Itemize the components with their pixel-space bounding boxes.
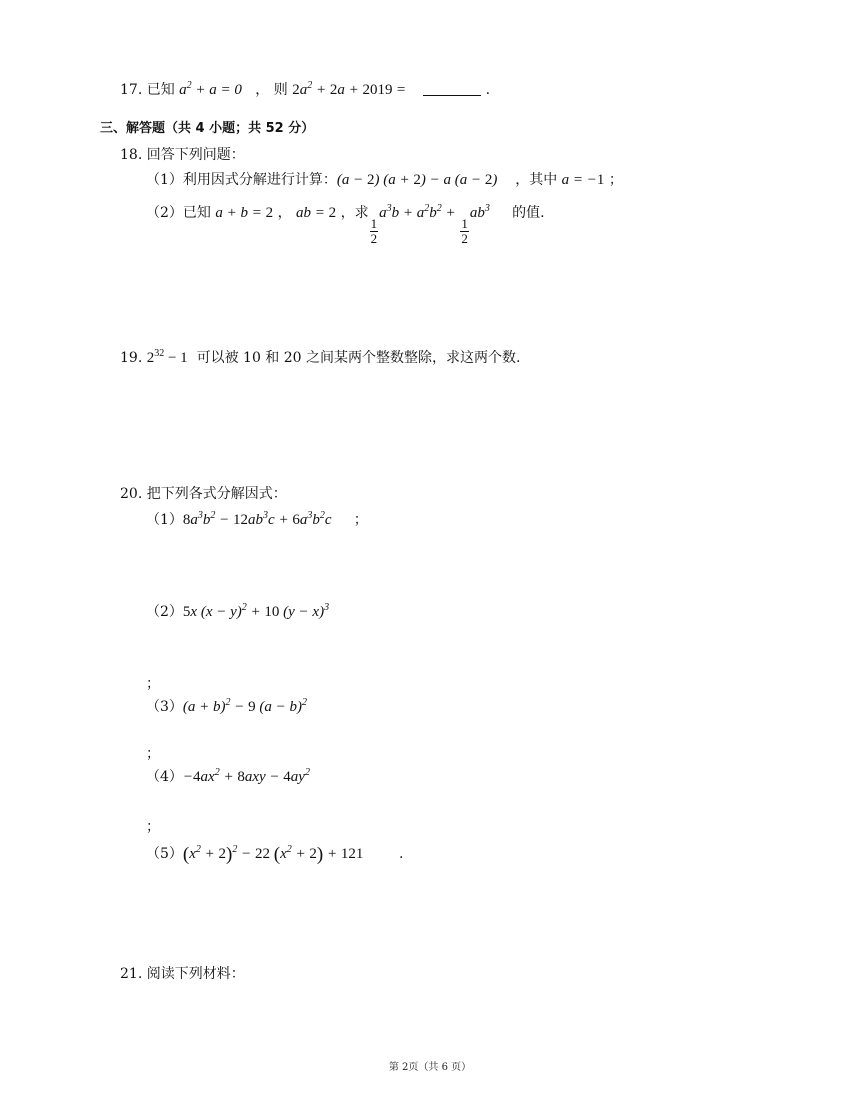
q20-expression-1: $8a^3b^2 - 12ab^3c + 6a^3b^2c$ [182, 510, 332, 528]
q20-expression-5: $(x^2 + 2)^2 - 22$ $(x^2 + 2) + 121$ [182, 844, 364, 865]
question-18-part-2: （2）已知 a + b = 2 ， ab = 2 ，求 $\frac{1}{2}$ $a^3b + a^2b^2$ + $\frac{1}{2}$ $ab^3$ 的值. [146, 203, 545, 246]
section-heading: 三、解答题（共 4 小题；共 52 分） [100, 121, 315, 136]
q20-expression-2: 5x $(x - y)^2 + 10$ $(y - x)^3$ [182, 602, 330, 620]
question-20-part-3: $(3)(a + b)^2 - 9$ $(a - b)^2$ [146, 697, 308, 715]
q20-semicolon: ； [146, 746, 160, 762]
fraction-half: $\frac{1}{2}$ [461, 216, 468, 246]
q18-expression-1: (a − 2) (a + 2) − a (a − 2) [336, 172, 498, 188]
question-20-part-1: $(1)8a^3b^2 - 12ab^3c + 6a^3b^2c$ ； [146, 510, 368, 528]
question-20-part-2: （2）5x $(x - y)^2 + 10$ $(y - x)^3$ [146, 602, 330, 620]
answer-blank [423, 83, 481, 96]
question-19: 19. $2^{32} - 1$ 可以被 10 和 20 之间某两个整数整除，求这两个数. [120, 348, 521, 366]
question-17: 17. 已知 $a^2 + a = 0$ ， 则 $2a^2 + 2a + 2019$ = . [120, 80, 491, 98]
page-footer: 第 2页（共 6 页） [388, 1062, 472, 1073]
question-21-title: 21. 阅读下列材料： [120, 966, 245, 982]
q20-semicolon: ； [146, 676, 160, 692]
question-20-title: 20. 把下列各式分解因式： [120, 486, 287, 502]
question-18-part-1: （1）利用因式分解进行计算：(a − 2) (a + 2) − a (a − 2) ，其中 a = −1 ； [146, 172, 623, 188]
q20-expression-3: $(a + b)^2 - 9$ $(a - b)^2$ [182, 697, 308, 715]
q20-semicolon: ； [146, 819, 160, 835]
question-20-part-4: $(4)-4ax^2 + 8axy - 4ay^2$ [146, 767, 310, 785]
fraction-half: $\frac{1}{2}$ [370, 216, 378, 246]
question-18-title: 18. 回答下列问题： [120, 147, 245, 163]
q17-expression: $2a^2 + 2a + 2019$ [292, 80, 393, 98]
q20-expression-4: $-4ax^2 + 8axy - 4ay^2$ [182, 767, 310, 785]
q18-expression-2: $a^3b + a^2b^2$ + [379, 203, 460, 221]
q19-expression: $2^{32} - 1$ [146, 348, 188, 366]
question-20-part-5: $(5)(x^2 + 2)^2 - 22$ $(x^2 + 2) + 121$ . [146, 844, 404, 865]
q17-condition: $a^2 + a = 0$ [179, 80, 242, 98]
